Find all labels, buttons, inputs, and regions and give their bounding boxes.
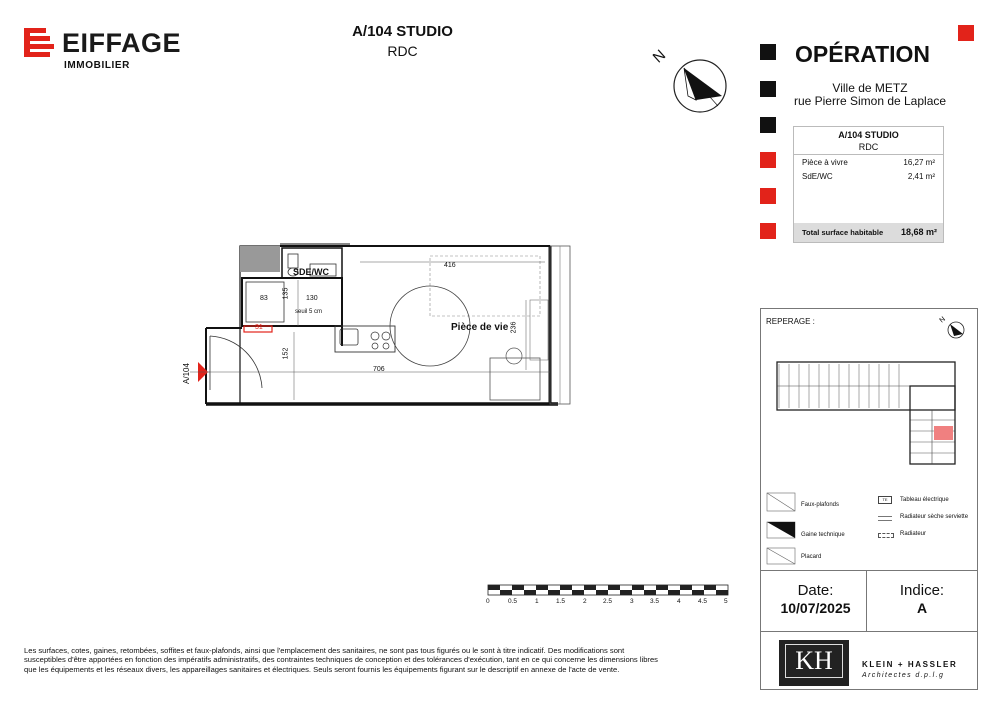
- dim-shower: 83: [260, 295, 268, 302]
- cartouche-divider: [760, 570, 977, 571]
- scale-tick-label: 0.5: [508, 598, 518, 605]
- surface-table-level: RDC: [858, 142, 879, 152]
- cartouche-divider: [760, 631, 977, 632]
- surface-row: [802, 158, 935, 167]
- surface-table-title: A/104 STUDIO: [838, 130, 899, 140]
- unit-tag: A/104: [181, 363, 191, 384]
- dim-bath-width: 130: [306, 295, 318, 302]
- scale-tick-label: 4: [677, 598, 681, 605]
- scale-tick-label: 3: [630, 598, 634, 605]
- dim-width: 706: [373, 366, 385, 373]
- legend-item-electric-panel: Tableau électrique: [900, 497, 949, 503]
- dim-bath-height: 135: [282, 287, 290, 300]
- architect-monogram: KH: [785, 644, 843, 678]
- date-value: 10/07/2025: [780, 600, 851, 616]
- architect-name: KLEIN + HASSLER: [862, 660, 958, 669]
- legal-disclaimer: Les surfaces, cotes, gaines, retombées, soffites et faux-plafonds, ainsi que l'emplacement des sanitaires, ne sont pas tous figurés ou le sont à titre indicatif. Des modifications sont susceptibles d'être apportées en fonction des impératifs administratifs, des contraintes techniques de conception et des tolérances d'exécution, tant en ce qui concerne les dimensions libres que les équipements et les réseaux divers, les appareillages sanitaires et électriques. Seuls seront fournis les équipements figurant sur le descriptif en annexe de l'acte de vente.: [24, 646, 658, 674]
- dim-right: 236: [510, 321, 518, 334]
- scale-tick-label: 1.5: [556, 598, 566, 605]
- operation-title: OPÉRATION: [795, 41, 931, 67]
- architect-subtitle: Architectes d.p.l.g: [862, 672, 945, 679]
- index-value: A: [916, 600, 928, 616]
- scale-tick-label: 5: [724, 598, 728, 605]
- corner-marker: [958, 25, 974, 41]
- dim-left: 152: [282, 347, 290, 360]
- legend-item-towel-dryer: Radiateur sèche serviette: [900, 514, 969, 520]
- operation-city: Ville de METZ: [832, 81, 908, 95]
- surface-total-label: Total surface habitable: [802, 228, 884, 237]
- legend-item-closet-icon: Placard: [801, 554, 822, 560]
- page-title: A/104 STUDIO: [352, 23, 453, 40]
- surface-row: [802, 172, 935, 181]
- dim-threshold: seuil 5 cm: [295, 309, 323, 315]
- architect-logo: [779, 640, 849, 686]
- surface-row-label: SdE/WC: [802, 172, 833, 181]
- scale-bar: [484, 584, 734, 598]
- reperage-site-plan: [775, 356, 960, 466]
- section-marker: [760, 81, 776, 97]
- surface-row-value: 16,27 m²: [903, 158, 935, 167]
- room-label-bath: SDE/WC: [293, 267, 329, 277]
- scale-tick-label: 2.5: [603, 598, 613, 605]
- electric-panel-icon: TE: [878, 496, 892, 504]
- reperage-label: REPERAGE :: [766, 317, 815, 326]
- dim-technical: 31: [255, 324, 263, 331]
- legend-item-hatch-icon: Faux-plafonds: [801, 502, 840, 508]
- radiator-icon: [878, 533, 894, 538]
- scale-tick-label: 1: [535, 598, 539, 605]
- legend-swatches: [766, 492, 796, 567]
- operation-street: rue Pierre Simon de Laplace: [793, 94, 947, 108]
- page-subtitle: RDC: [387, 43, 418, 59]
- legend-item-radiator: Radiateur: [900, 531, 927, 537]
- scale-tick-label: 2: [583, 598, 587, 605]
- floor-plan: [190, 240, 580, 415]
- towel-dryer-icon: [878, 516, 892, 521]
- brand-subtitle: IMMOBILIER: [64, 60, 130, 71]
- section-marker: [760, 44, 776, 60]
- surface-total-value: 18,68 m²: [900, 227, 937, 237]
- surface-row-value: 2,41 m²: [907, 172, 935, 181]
- room-label-living: Pièce de vie: [451, 322, 509, 333]
- dim-top: 416: [444, 262, 456, 269]
- brand-name: EIFFAGE: [62, 28, 182, 58]
- eiffage-logo-icon: [24, 28, 54, 62]
- svg-text:N: N: [938, 315, 947, 325]
- surface-total-row: [794, 223, 943, 242]
- section-marker: [760, 188, 776, 204]
- surface-table: [793, 126, 944, 243]
- scale-tick-label: 0: [486, 598, 490, 605]
- scale-tick-label: 4.5: [698, 598, 708, 605]
- legend-item-technical-shaft-icon: Gaine technique: [801, 532, 845, 538]
- section-marker: [760, 223, 776, 239]
- date-label: Date:: [797, 582, 834, 599]
- index-label: Indice:: [899, 582, 945, 599]
- cartouche-divider: [866, 570, 867, 632]
- mini-compass-icon: [936, 312, 968, 340]
- scale-tick-label: 3.5: [650, 598, 660, 605]
- section-marker: [760, 152, 776, 168]
- section-marker: [760, 117, 776, 133]
- north-letter: N: [649, 46, 670, 67]
- surface-row-label: Pièce à vivre: [802, 158, 848, 167]
